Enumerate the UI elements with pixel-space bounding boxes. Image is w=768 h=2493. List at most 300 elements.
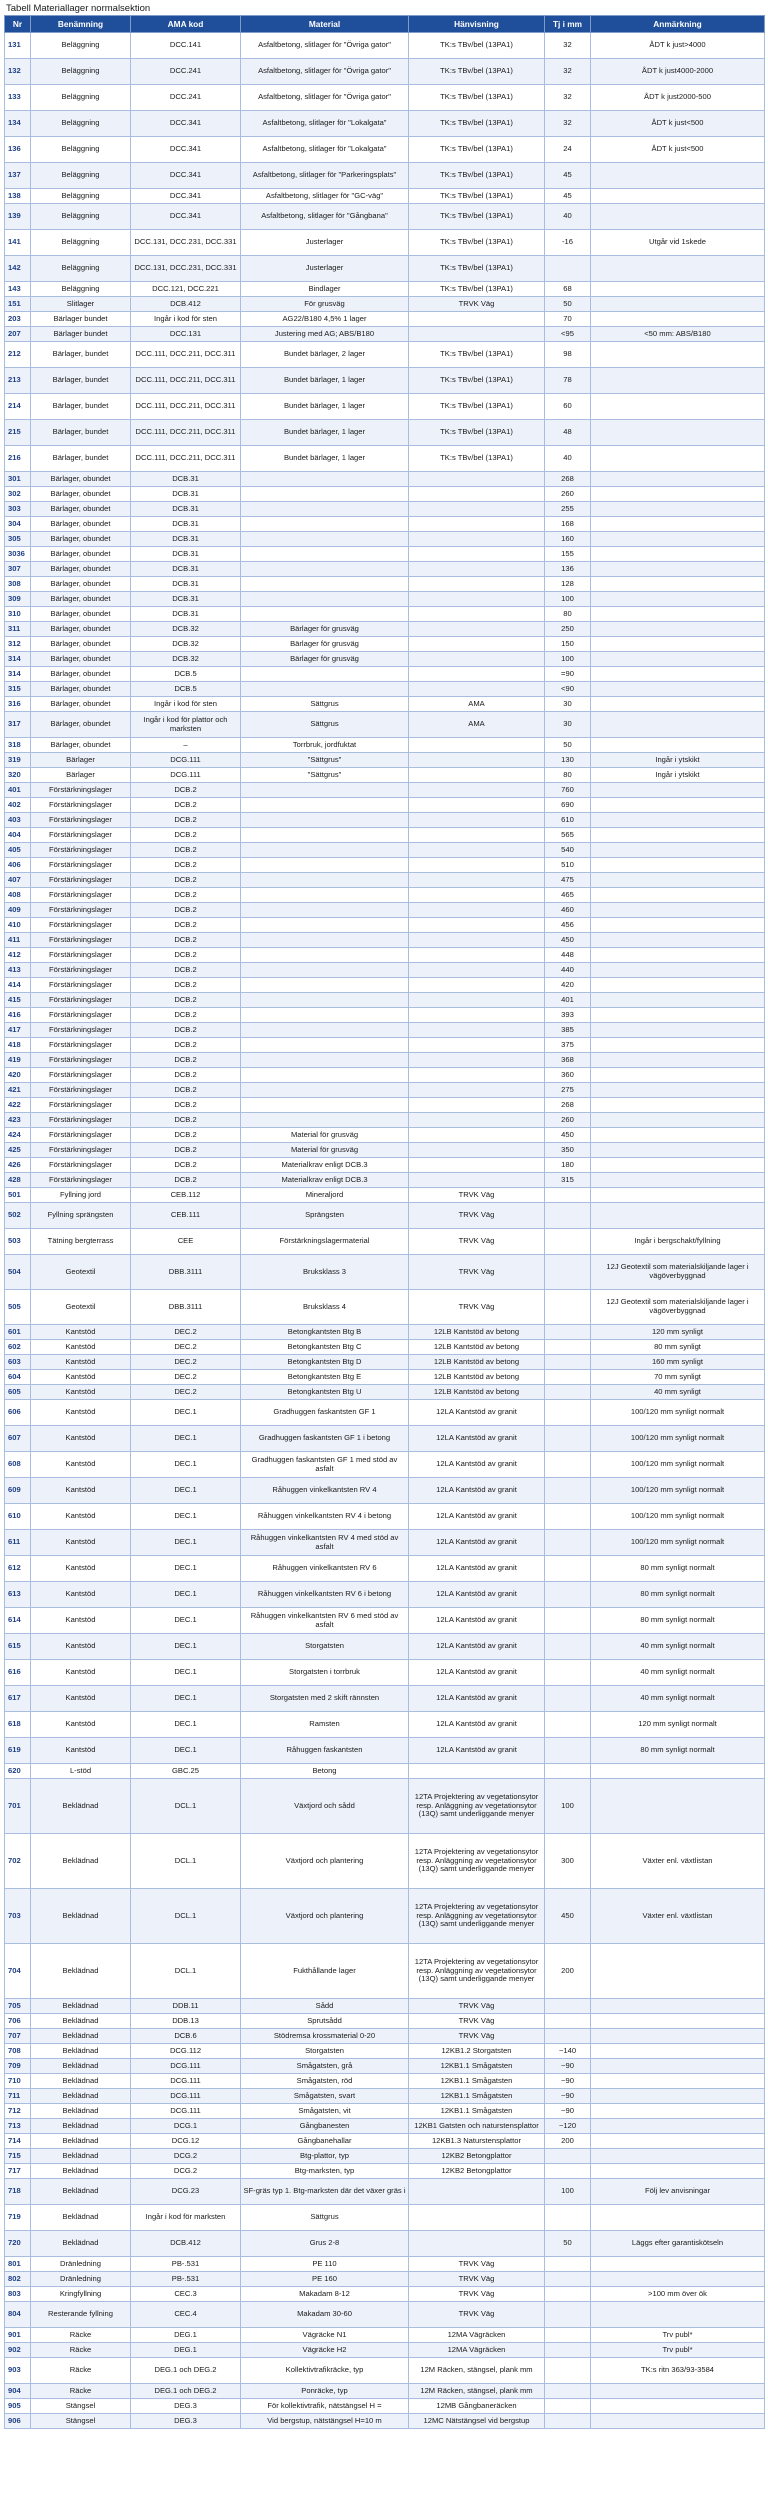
cell-tjocklek xyxy=(545,1355,591,1370)
cell-benamning: Förstärkningslager xyxy=(31,783,131,798)
table-row xyxy=(5,1083,765,1098)
cell-tjocklek: 98 xyxy=(545,342,591,368)
cell-ama-kod: DCG.12 xyxy=(131,2134,241,2149)
cell-ama-kod: DCC.111, DCC.211, DCC.311 xyxy=(131,342,241,368)
cell-anmarkning: >100 mm över ök xyxy=(591,2287,765,2302)
cell-benamning: Kantstöd xyxy=(31,1738,131,1764)
cell-nr: 802 xyxy=(5,2272,31,2287)
cell-hanvisning: AMA xyxy=(409,712,545,738)
cell-benamning: Räcke xyxy=(31,2358,131,2384)
cell-hanvisning xyxy=(409,813,545,828)
table-row xyxy=(5,33,765,59)
cell-ama-kod: DCG.111 xyxy=(131,2104,241,2119)
cell-tjocklek: 268 xyxy=(545,472,591,487)
cell-nr: 416 xyxy=(5,1008,31,1023)
cell-tjocklek: 168 xyxy=(545,517,591,532)
cell-nr: 718 xyxy=(5,2179,31,2205)
cell-ama-kod: DCB.2 xyxy=(131,783,241,798)
cell-material: För kollektivtrafik, nätstängsel H = xyxy=(241,2399,409,2414)
cell-ama-kod: DCB.2 xyxy=(131,1128,241,1143)
cell-nr: 132 xyxy=(5,59,31,85)
cell-anmarkning xyxy=(591,2414,765,2429)
table-row xyxy=(5,1608,765,1634)
cell-benamning: Bärlager, obundet xyxy=(31,502,131,517)
cell-benamning: Förstärkningslager xyxy=(31,993,131,1008)
header-tjocklek: Tj i mm xyxy=(545,16,591,33)
cell-ama-kod: DCB.2 xyxy=(131,888,241,903)
cell-material: Asfaltbetong, slitlager för "Parkeringsplats" xyxy=(241,163,409,189)
cell-benamning: Bärlager, obundet xyxy=(31,562,131,577)
cell-hanvisning: 12LA Kantstöd av granit xyxy=(409,1738,545,1764)
cell-anmarkning: 12J Geotextil som materialskiljande lager i vägöverbyggnad xyxy=(591,1290,765,1325)
table-row xyxy=(5,1158,765,1173)
table-row xyxy=(5,2059,765,2074)
cell-benamning: Bärlager, bundet xyxy=(31,446,131,472)
table-row xyxy=(5,547,765,562)
cell-anmarkning xyxy=(591,2149,765,2164)
cell-tjocklek: ~90 xyxy=(545,2089,591,2104)
cell-material: Justerlager xyxy=(241,230,409,256)
cell-anmarkning: 100/120 mm synligt normalt xyxy=(591,1478,765,1504)
cell-hanvisning: 12TA Projektering av vegetationsytor resp. Anläggning av vegetationsytor (13Q) samt underliggande menyer xyxy=(409,1944,545,1999)
cell-material: Smågatsten, svart xyxy=(241,2089,409,2104)
cell-hanvisning: 12KB1.3 Naturstensplattor xyxy=(409,2134,545,2149)
cell-material: PE 160 xyxy=(241,2272,409,2287)
cell-benamning: Beläggning xyxy=(31,137,131,163)
cell-anmarkning xyxy=(591,2205,765,2231)
cell-benamning: Beläggning xyxy=(31,256,131,282)
cell-nr: 203 xyxy=(5,312,31,327)
cell-ama-kod: DCC.341 xyxy=(131,111,241,137)
cell-benamning: Kantstöd xyxy=(31,1530,131,1556)
cell-benamning: Beklädnad xyxy=(31,2104,131,2119)
cell-hanvisning xyxy=(409,918,545,933)
cell-nr: 305 xyxy=(5,532,31,547)
table-row xyxy=(5,327,765,342)
cell-benamning: Förstärkningslager xyxy=(31,858,131,873)
cell-benamning: Beklädnad xyxy=(31,2205,131,2231)
cell-anmarkning xyxy=(591,297,765,312)
cell-anmarkning xyxy=(591,2302,765,2328)
cell-tjocklek: 40 xyxy=(545,446,591,472)
cell-hanvisning: TK:s TBv/bel (13PA1) xyxy=(409,420,545,446)
table-row xyxy=(5,768,765,783)
cell-nr: 713 xyxy=(5,2119,31,2134)
cell-ama-kod: Ingår i kod för plattor och marksten xyxy=(131,712,241,738)
cell-ama-kod: DCC.341 xyxy=(131,204,241,230)
cell-material: Asfaltbetong, slitlager för "Övriga gator" xyxy=(241,33,409,59)
cell-benamning: Geotextil xyxy=(31,1290,131,1325)
cell-benamning: Förstärkningslager xyxy=(31,1173,131,1188)
cell-tjocklek: 401 xyxy=(545,993,591,1008)
cell-ama-kod: DCB.31 xyxy=(131,472,241,487)
cell-material: Asfaltbetong, slitlager för "Lokalgata" xyxy=(241,111,409,137)
cell-nr: 801 xyxy=(5,2257,31,2272)
cell-tjocklek: 448 xyxy=(545,948,591,963)
cell-benamning: Förstärkningslager xyxy=(31,948,131,963)
table-row xyxy=(5,1660,765,1686)
cell-material: Materialkrav enligt DCB.3 xyxy=(241,1173,409,1188)
cell-hanvisning xyxy=(409,487,545,502)
table-row xyxy=(5,111,765,137)
cell-ama-kod: DCG.23 xyxy=(131,2179,241,2205)
table-row xyxy=(5,1779,765,1834)
cell-ama-kod: DEC.1 xyxy=(131,1478,241,1504)
table-row xyxy=(5,592,765,607)
cell-benamning: Beklädnad xyxy=(31,1999,131,2014)
cell-anmarkning xyxy=(591,312,765,327)
cell-material: Makadam 30-60 xyxy=(241,2302,409,2328)
cell-ama-kod: DCB.5 xyxy=(131,682,241,697)
cell-hanvisning: 12LA Kantstöd av granit xyxy=(409,1660,545,1686)
cell-material: "Sättgrus" xyxy=(241,753,409,768)
cell-ama-kod: DCB.2 xyxy=(131,978,241,993)
table-row xyxy=(5,2302,765,2328)
cell-ama-kod: DCL.1 xyxy=(131,1944,241,1999)
cell-anmarkning: 40 mm synligt normalt xyxy=(591,1634,765,1660)
cell-anmarkning: 80 mm synligt normalt xyxy=(591,1556,765,1582)
table-row xyxy=(5,637,765,652)
cell-anmarkning: ÅDT k just4000-2000 xyxy=(591,59,765,85)
cell-hanvisning: TRVK Väg xyxy=(409,2257,545,2272)
cell-anmarkning xyxy=(591,2104,765,2119)
cell-anmarkning: <50 mm: ABS/B180 xyxy=(591,327,765,342)
table-row xyxy=(5,652,765,667)
cell-material xyxy=(241,502,409,517)
cell-anmarkning xyxy=(591,517,765,532)
cell-benamning: Beklädnad xyxy=(31,2074,131,2089)
cell-benamning: Beklädnad xyxy=(31,2029,131,2044)
cell-anmarkning: TK:s ritn 363/93-3584 xyxy=(591,2358,765,2384)
cell-tjocklek: 260 xyxy=(545,487,591,502)
cell-material: Storgatsten med 2 skift rännsten xyxy=(241,1686,409,1712)
cell-benamning: Beläggning xyxy=(31,111,131,137)
cell-hanvisning: TRVK Väg xyxy=(409,2014,545,2029)
table-row xyxy=(5,1098,765,1113)
cell-anmarkning: 100/120 mm synligt normalt xyxy=(591,1400,765,1426)
cell-material: Betongkantsten Btg B xyxy=(241,1325,409,1340)
cell-nr: 403 xyxy=(5,813,31,828)
cell-nr: 404 xyxy=(5,828,31,843)
table-row xyxy=(5,1068,765,1083)
cell-material xyxy=(241,532,409,547)
cell-benamning: Kantstöd xyxy=(31,1478,131,1504)
table-row xyxy=(5,783,765,798)
cell-hanvisning: TRVK Väg xyxy=(409,1290,545,1325)
cell-nr: 133 xyxy=(5,85,31,111)
cell-benamning: Förstärkningslager xyxy=(31,918,131,933)
cell-anmarkning xyxy=(591,918,765,933)
cell-anmarkning xyxy=(591,843,765,858)
cell-ama-kod: DEC.1 xyxy=(131,1582,241,1608)
cell-material xyxy=(241,1038,409,1053)
cell-nr: 614 xyxy=(5,1608,31,1634)
table-row xyxy=(5,2343,765,2358)
cell-benamning: Bärlager bundet xyxy=(31,312,131,327)
cell-tjocklek: 70 xyxy=(545,312,591,327)
cell-tjocklek: 456 xyxy=(545,918,591,933)
cell-ama-kod: DEC.1 xyxy=(131,1530,241,1556)
cell-tjocklek xyxy=(545,2287,591,2302)
cell-nr: 701 xyxy=(5,1779,31,1834)
cell-tjocklek: 393 xyxy=(545,1008,591,1023)
cell-anmarkning xyxy=(591,813,765,828)
cell-benamning: Förstärkningslager xyxy=(31,828,131,843)
cell-hanvisning: TRVK Väg xyxy=(409,1999,545,2014)
cell-hanvisning xyxy=(409,978,545,993)
cell-anmarkning xyxy=(591,1053,765,1068)
cell-tjocklek: 40 xyxy=(545,204,591,230)
cell-nr: 421 xyxy=(5,1083,31,1098)
cell-hanvisning xyxy=(409,562,545,577)
cell-tjocklek: 100 xyxy=(545,1779,591,1834)
cell-tjocklek: <95 xyxy=(545,327,591,342)
cell-tjocklek: 32 xyxy=(545,111,591,137)
cell-material: Bundet bärlager, 2 lager xyxy=(241,342,409,368)
cell-hanvisning xyxy=(409,502,545,517)
cell-benamning: Bärlager, obundet xyxy=(31,682,131,697)
cell-benamning: Dränledning xyxy=(31,2272,131,2287)
table-row xyxy=(5,2384,765,2399)
cell-hanvisning xyxy=(409,783,545,798)
table-row xyxy=(5,59,765,85)
cell-ama-kod: DCG.111 xyxy=(131,768,241,783)
cell-ama-kod: DCB.2 xyxy=(131,858,241,873)
cell-nr: 607 xyxy=(5,1426,31,1452)
cell-benamning: Kringfyllning xyxy=(31,2287,131,2302)
cell-nr: 138 xyxy=(5,189,31,204)
cell-anmarkning xyxy=(591,903,765,918)
cell-nr: 308 xyxy=(5,577,31,592)
cell-anmarkning xyxy=(591,828,765,843)
cell-ama-kod: DCB.2 xyxy=(131,798,241,813)
cell-benamning: Kantstöd xyxy=(31,1582,131,1608)
cell-ama-kod: DCC.241 xyxy=(131,59,241,85)
cell-hanvisning xyxy=(409,1128,545,1143)
cell-anmarkning xyxy=(591,2074,765,2089)
cell-material: Vägräcke H2 xyxy=(241,2343,409,2358)
cell-tjocklek: 565 xyxy=(545,828,591,843)
cell-benamning: Beklädnad xyxy=(31,2149,131,2164)
cell-material: Ramsten xyxy=(241,1712,409,1738)
table-row xyxy=(5,420,765,446)
cell-ama-kod: DCB.31 xyxy=(131,517,241,532)
cell-tjocklek xyxy=(545,1764,591,1779)
cell-benamning: Beklädnad xyxy=(31,1889,131,1944)
table-row xyxy=(5,502,765,517)
cell-anmarkning: Läggs efter garantiskötseln xyxy=(591,2231,765,2257)
table-row xyxy=(5,1340,765,1355)
cell-nr: 503 xyxy=(5,1229,31,1255)
cell-tjocklek xyxy=(545,2029,591,2044)
cell-hanvisning xyxy=(409,1113,545,1128)
table-row xyxy=(5,1008,765,1023)
cell-nr: 303 xyxy=(5,502,31,517)
cell-anmarkning: 40 mm synligt xyxy=(591,1385,765,1400)
cell-benamning: Kantstöd xyxy=(31,1556,131,1582)
cell-ama-kod: DCB.32 xyxy=(131,637,241,652)
cell-tjocklek: ~90 xyxy=(545,2059,591,2074)
table-row xyxy=(5,2328,765,2343)
cell-nr: 214 xyxy=(5,394,31,420)
cell-benamning: Beklädnad xyxy=(31,2089,131,2104)
cell-ama-kod: DCC.241 xyxy=(131,85,241,111)
cell-ama-kod: DCB.31 xyxy=(131,577,241,592)
cell-hanvisning xyxy=(409,682,545,697)
cell-tjocklek xyxy=(545,1999,591,2014)
cell-material: Gradhuggen faskantsten GF 1 med stöd av asfalt xyxy=(241,1452,409,1478)
cell-hanvisning xyxy=(409,798,545,813)
cell-hanvisning xyxy=(409,753,545,768)
cell-anmarkning xyxy=(591,502,765,517)
cell-benamning: Geotextil xyxy=(31,1255,131,1290)
cell-nr: 619 xyxy=(5,1738,31,1764)
cell-anmarkning xyxy=(591,2257,765,2272)
cell-tjocklek: 150 xyxy=(545,637,591,652)
cell-nr: 704 xyxy=(5,1944,31,1999)
cell-material: Bundet bärlager, 1 lager xyxy=(241,420,409,446)
cell-anmarkning xyxy=(591,607,765,622)
cell-benamning: Beläggning xyxy=(31,33,131,59)
cell-hanvisning: TK:s TBv/bel (13PA1) xyxy=(409,189,545,204)
cell-hanvisning xyxy=(409,547,545,562)
cell-tjocklek xyxy=(545,1255,591,1290)
cell-hanvisning xyxy=(409,637,545,652)
cell-ama-kod: DEG.1 xyxy=(131,2343,241,2358)
table-row xyxy=(5,532,765,547)
cell-anmarkning: 100/120 mm synligt normalt xyxy=(591,1504,765,1530)
table-row xyxy=(5,446,765,472)
cell-benamning: Förstärkningslager xyxy=(31,888,131,903)
cell-nr: 702 xyxy=(5,1834,31,1889)
cell-nr: 803 xyxy=(5,2287,31,2302)
cell-nr: 620 xyxy=(5,1764,31,1779)
table-row xyxy=(5,342,765,368)
cell-anmarkning xyxy=(591,1188,765,1203)
cell-hanvisning: 12MB Gångbaneräcken xyxy=(409,2399,545,2414)
cell-tjocklek: 540 xyxy=(545,843,591,858)
cell-anmarkning xyxy=(591,888,765,903)
cell-hanvisning: AMA xyxy=(409,697,545,712)
cell-nr: 714 xyxy=(5,2134,31,2149)
cell-nr: 143 xyxy=(5,282,31,297)
cell-hanvisning: 12LB Kantstöd av betong xyxy=(409,1370,545,1385)
cell-nr: 215 xyxy=(5,420,31,446)
cell-nr: 307 xyxy=(5,562,31,577)
cell-anmarkning xyxy=(591,446,765,472)
cell-material xyxy=(241,813,409,828)
cell-ama-kod: DCB.32 xyxy=(131,622,241,637)
table-row xyxy=(5,607,765,622)
cell-benamning: Bärlager, obundet xyxy=(31,652,131,667)
cell-nr: 420 xyxy=(5,1068,31,1083)
cell-ama-kod: DEG.3 xyxy=(131,2399,241,2414)
table-row xyxy=(5,204,765,230)
cell-hanvisning: 12KB1.1 Smågatsten xyxy=(409,2059,545,2074)
cell-hanvisning xyxy=(409,963,545,978)
table-row xyxy=(5,753,765,768)
cell-anmarkning xyxy=(591,420,765,446)
table-row xyxy=(5,933,765,948)
cell-nr: 417 xyxy=(5,1023,31,1038)
cell-hanvisning: TRVK Väg xyxy=(409,1203,545,1229)
table-row xyxy=(5,697,765,712)
cell-material: Betongkantsten Btg C xyxy=(241,1340,409,1355)
cell-ama-kod: DEC.1 xyxy=(131,1738,241,1764)
cell-benamning: Beklädnad xyxy=(31,2231,131,2257)
cell-material: Gradhuggen faskantsten GF 1 xyxy=(241,1400,409,1426)
cell-ama-kod: DCB.32 xyxy=(131,652,241,667)
cell-nr: 707 xyxy=(5,2029,31,2044)
cell-hanvisning: TK:s TBv/bel (13PA1) xyxy=(409,204,545,230)
table-row xyxy=(5,230,765,256)
cell-nr: 316 xyxy=(5,697,31,712)
cell-material: Sprutsådd xyxy=(241,2014,409,2029)
cell-ama-kod: DEC.1 xyxy=(131,1556,241,1582)
cell-hanvisning: 12LA Kantstöd av granit xyxy=(409,1686,545,1712)
cell-nr: 719 xyxy=(5,2205,31,2231)
cell-material: Bärlager för grusväg xyxy=(241,652,409,667)
cell-ama-kod: DCB.2 xyxy=(131,918,241,933)
cell-benamning: Bärlager, obundet xyxy=(31,712,131,738)
cell-hanvisning xyxy=(409,993,545,1008)
cell-hanvisning: TK:s TBv/bel (13PA1) xyxy=(409,59,545,85)
cell-anmarkning xyxy=(591,472,765,487)
cell-tjocklek: ~120 xyxy=(545,2119,591,2134)
cell-material xyxy=(241,1008,409,1023)
cell-hanvisning: 12LB Kantstöd av betong xyxy=(409,1355,545,1370)
cell-benamning: Förstärkningslager xyxy=(31,873,131,888)
cell-ama-kod: DCC.341 xyxy=(131,163,241,189)
cell-ama-kod: CEC.4 xyxy=(131,2302,241,2328)
cell-tjocklek xyxy=(545,1400,591,1426)
cell-material: Bindlager xyxy=(241,282,409,297)
cell-hanvisning: 12KB1.1 Smågatsten xyxy=(409,2104,545,2119)
cell-material: Storgatsten i torrbruk xyxy=(241,1660,409,1686)
cell-ama-kod: DCB.412 xyxy=(131,2231,241,2257)
cell-benamning: Bärlager, obundet xyxy=(31,667,131,682)
cell-anmarkning xyxy=(591,993,765,1008)
table-row xyxy=(5,487,765,502)
cell-ama-kod: DCB.31 xyxy=(131,562,241,577)
cell-nr: 131 xyxy=(5,33,31,59)
cell-hanvisning xyxy=(409,2231,545,2257)
cell-anmarkning: 120 mm synligt xyxy=(591,1325,765,1340)
table-row xyxy=(5,2134,765,2149)
table-row xyxy=(5,1370,765,1385)
cell-tjocklek xyxy=(545,2328,591,2343)
cell-tjocklek: 32 xyxy=(545,59,591,85)
cell-material xyxy=(241,783,409,798)
cell-anmarkning xyxy=(591,163,765,189)
table-row xyxy=(5,2231,765,2257)
cell-ama-kod: DCG.2 xyxy=(131,2164,241,2179)
cell-benamning: Förstärkningslager xyxy=(31,1083,131,1098)
cell-tjocklek: 68 xyxy=(545,282,591,297)
cell-ama-kod: DCC.111, DCC.211, DCC.311 xyxy=(131,394,241,420)
table-row xyxy=(5,85,765,111)
table-row xyxy=(5,1203,765,1229)
cell-nr: 609 xyxy=(5,1478,31,1504)
cell-nr: 608 xyxy=(5,1452,31,1478)
cell-nr: 412 xyxy=(5,948,31,963)
cell-anmarkning xyxy=(591,592,765,607)
cell-hanvisning xyxy=(409,1008,545,1023)
cell-material xyxy=(241,1083,409,1098)
cell-benamning: Beläggning xyxy=(31,230,131,256)
table-row xyxy=(5,2358,765,2384)
cell-material: Råhuggen vinkelkantsten RV 6 xyxy=(241,1556,409,1582)
